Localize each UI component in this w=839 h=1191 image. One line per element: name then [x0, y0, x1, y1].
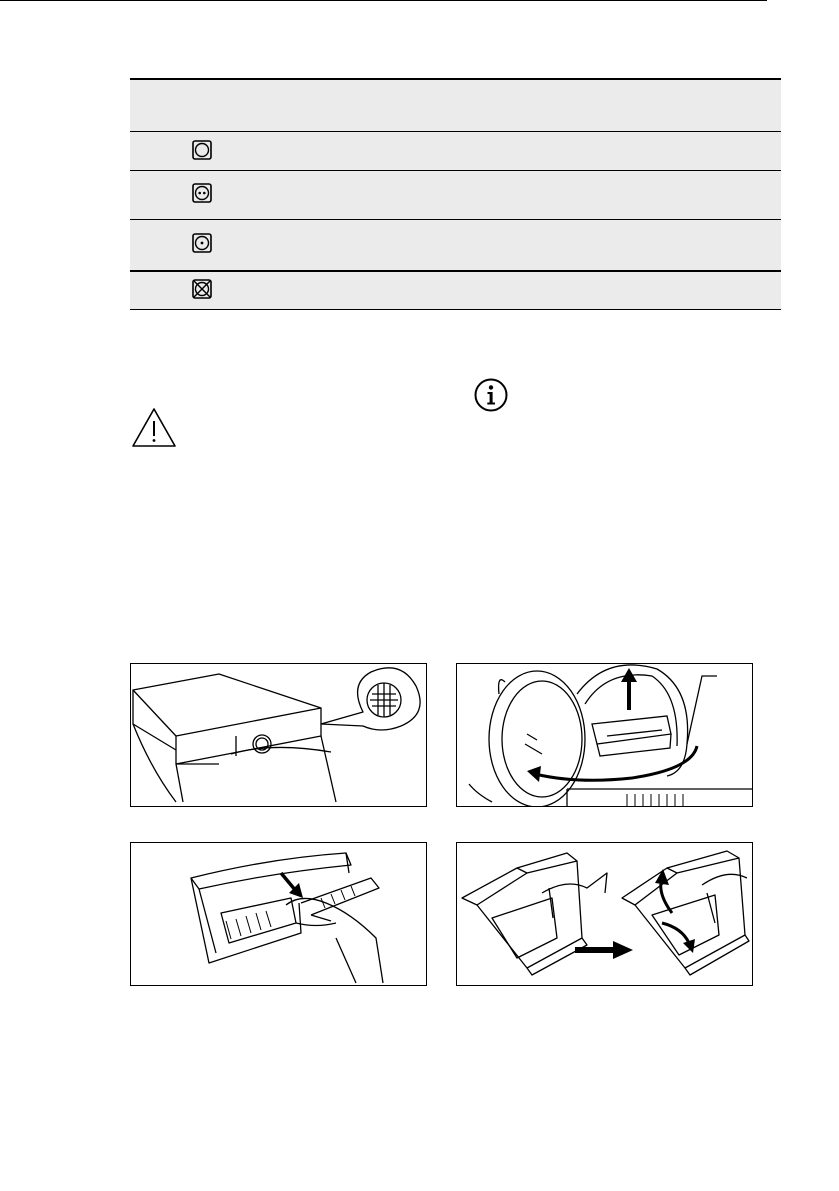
warning-triangle-icon	[131, 407, 177, 448]
table-row	[130, 219, 781, 270]
tumble-dry-allowed-icon	[192, 140, 212, 160]
open-door-remove-filter-figure	[456, 663, 753, 807]
clean-filter-halves-figure	[456, 842, 753, 986]
table-row	[130, 270, 781, 309]
open-filter-illustration	[131, 843, 426, 985]
table-row	[130, 131, 781, 170]
tumble-dry-normal-temperature-icon	[192, 183, 212, 203]
information-icon	[474, 378, 508, 412]
do-not-tumble-dry-icon	[192, 279, 212, 299]
open-filter-figure	[130, 842, 427, 986]
open-door-illustration	[457, 664, 752, 806]
dryer-filter-symbol-figure	[130, 663, 427, 807]
tumble-dry-low-temperature-icon	[192, 233, 212, 253]
table-header-row	[130, 80, 781, 131]
header-rule	[0, 0, 767, 1]
table-row	[130, 170, 781, 219]
dryer-illustration	[131, 664, 426, 806]
clean-filter-illustration	[457, 843, 752, 985]
care-symbols-table	[130, 78, 781, 310]
